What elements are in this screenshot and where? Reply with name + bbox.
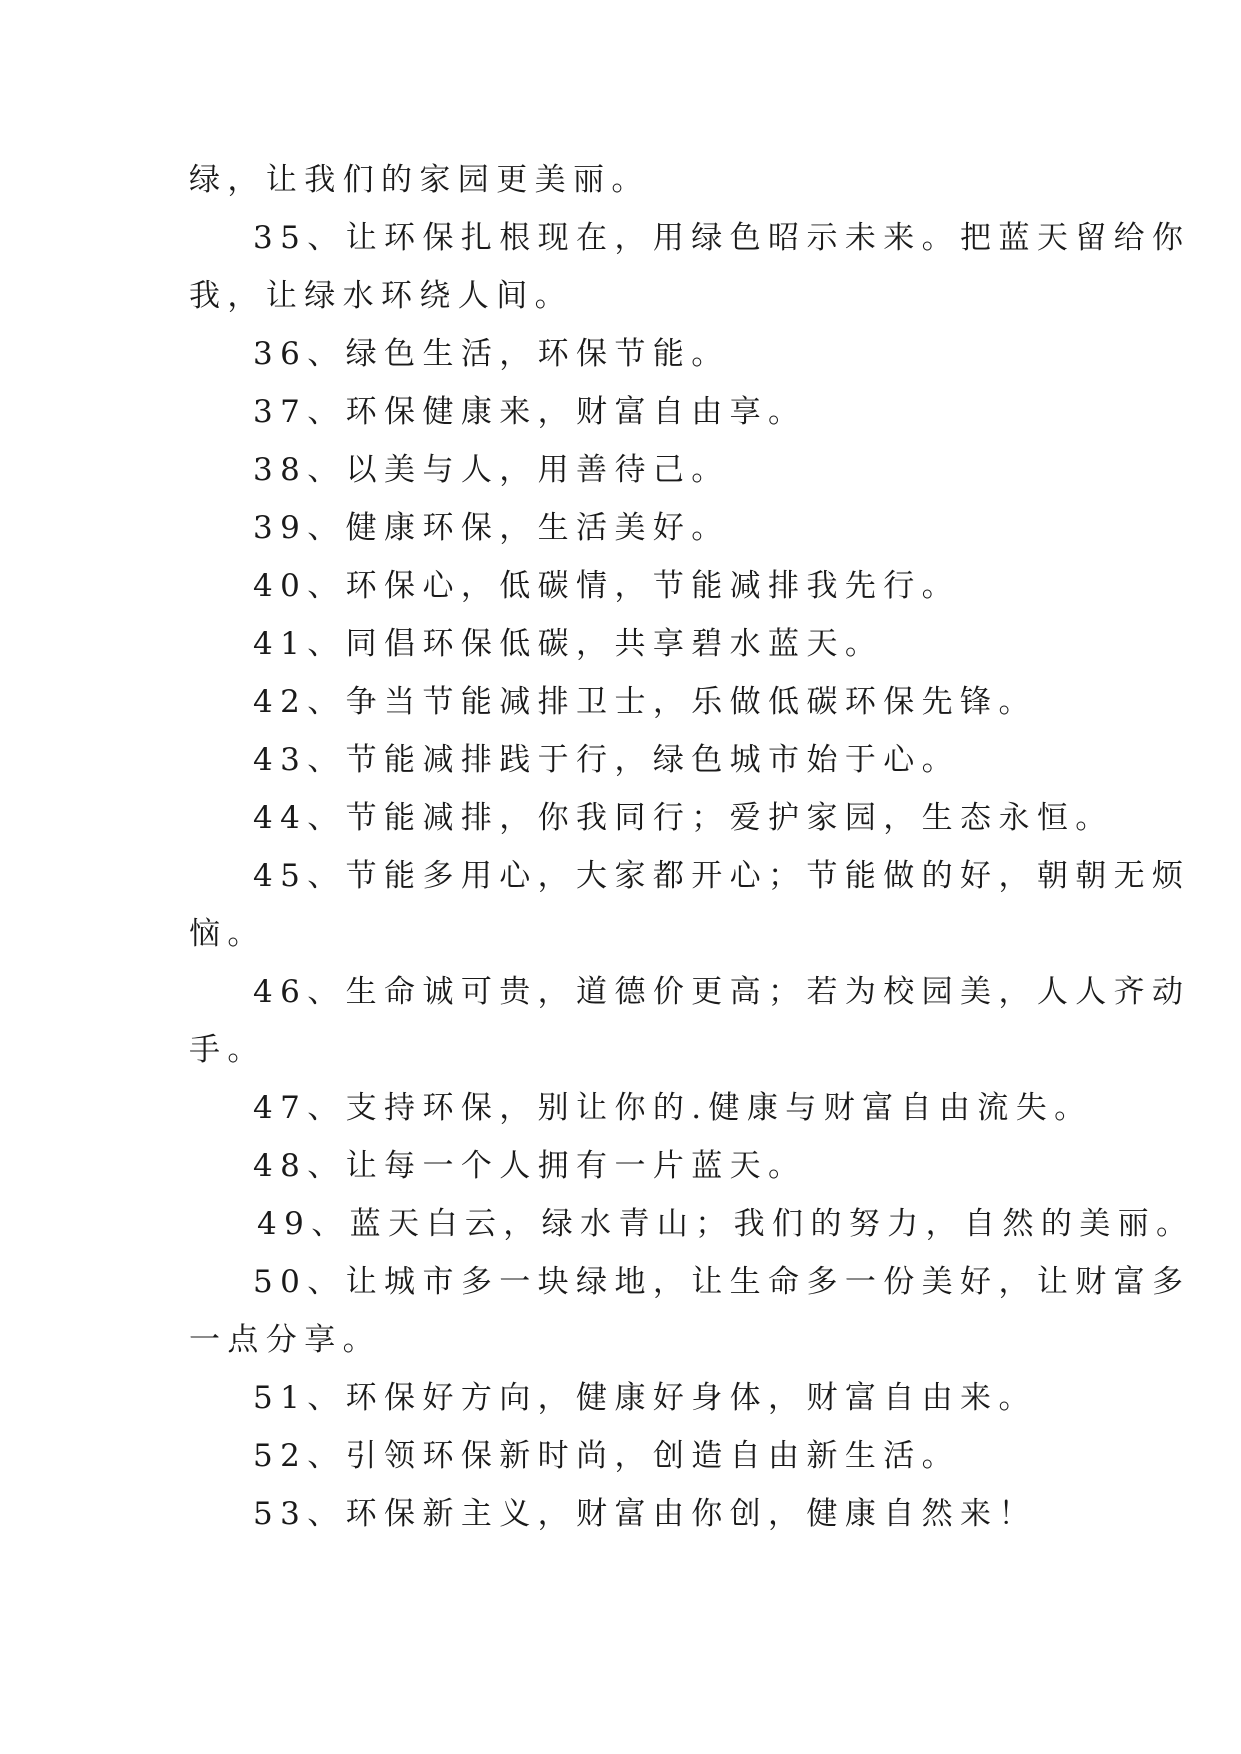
text-line: 48、让每一个人拥有一片蓝天。 [253, 1148, 807, 1184]
text-line: 一点分享。 [189, 1322, 381, 1358]
text-line: 37、环保健康来，财富自由享。 [253, 394, 807, 430]
text-line: 50、让城市多一块绿地，让生命多一份美好，让财富多 [253, 1264, 1191, 1300]
text-line: 36、绿色生活，环保节能。 [253, 336, 730, 372]
text-line: 手。 [189, 1032, 266, 1068]
text-line: 52、引领环保新时尚，创造自由新生活。 [253, 1438, 961, 1474]
text-line: 44、节能减排，你我同行；爱护家园，生态永恒。 [253, 800, 1114, 836]
text-line: 43、节能减排践于行，绿色城市始于心。 [253, 742, 961, 778]
text-line: 51、环保好方向，健康好身体，财富自由来。 [253, 1380, 1037, 1416]
text-line: 45、节能多用心，大家都开心；节能做的好，朝朝无烦 [253, 858, 1191, 894]
text-line: 49、蓝天白云，绿水青山；我们的努力，自然的美丽。 [257, 1206, 1195, 1242]
text-line: 47、支持环保，别让你的.健康与财富自由流失。 [253, 1090, 1093, 1126]
text-line: 40、环保心，低碳情，节能减排我先行。 [253, 568, 961, 604]
text-line: 38、以美与人，用善待己。 [253, 452, 730, 488]
text-line: 35、让环保扎根现在，用绿色昭示未来。把蓝天留给你 [253, 220, 1191, 256]
text-line: 我，让绿水环绕人间。 [189, 278, 573, 314]
text-line: 42、争当节能减排卫士，乐做低碳环保先锋。 [253, 684, 1037, 720]
text-line: 41、同倡环保低碳，共享碧水蓝天。 [253, 626, 884, 662]
text-line: 39、健康环保，生活美好。 [253, 510, 730, 546]
text-line: 53、环保新主义，财富由你创，健康自然来！ [253, 1496, 1037, 1532]
text-line: 恼。 [189, 916, 266, 952]
text-line: 46、生命诚可贵，道德价更高；若为校园美，人人齐动 [253, 974, 1191, 1010]
text-line: 绿，让我们的家园更美丽。 [189, 162, 650, 198]
document-body [189, 151, 1195, 1543]
